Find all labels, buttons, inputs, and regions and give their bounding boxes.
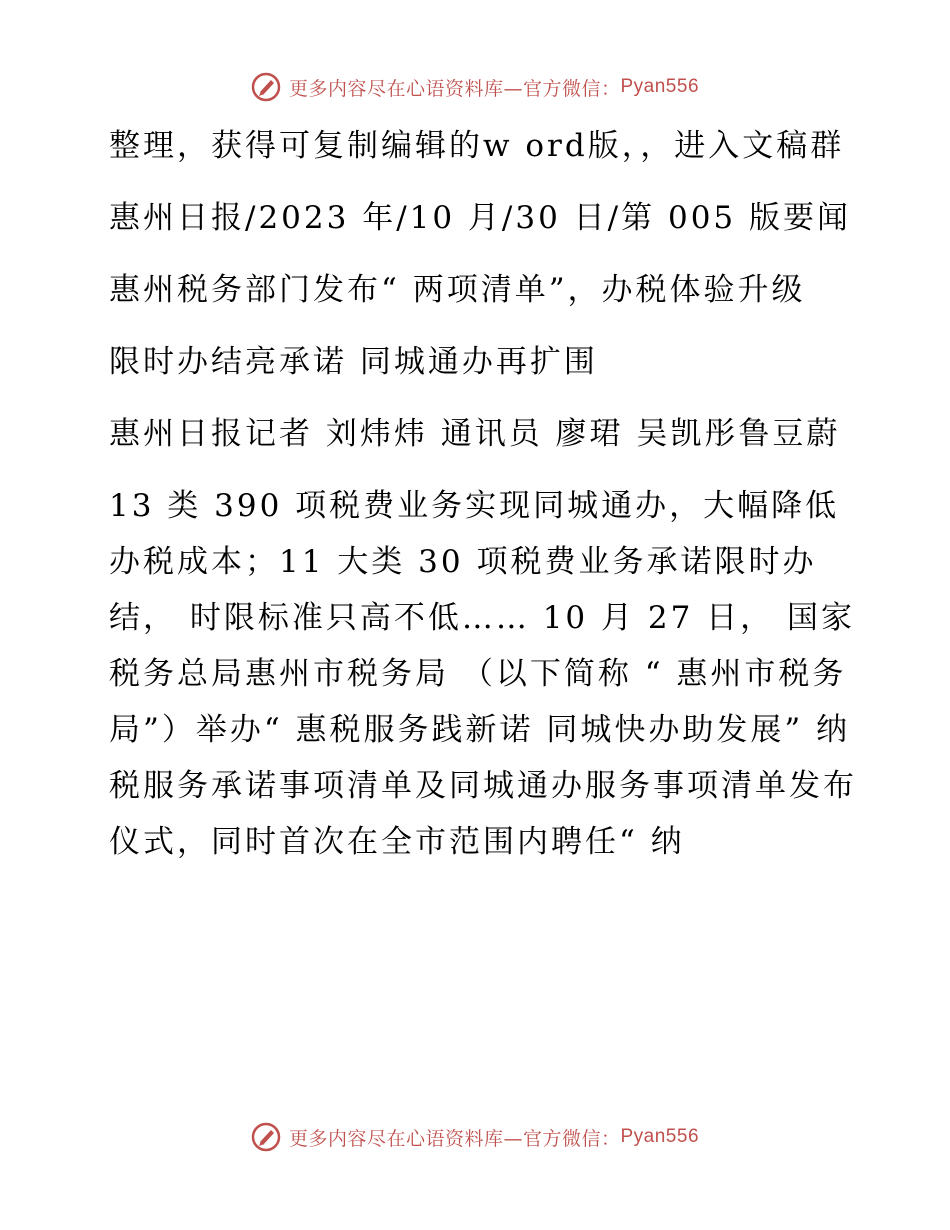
- header-watermark: [0, 72, 950, 102]
- source-line: 惠州日报/2023 年/10 月/30 日/第 005 版要闻: [109, 200, 852, 236]
- subheadline: 限时办结亮承诺 同城通办再扩围: [109, 344, 598, 380]
- document-body: [97, 118, 857, 870]
- footer-watermark: [0, 1122, 950, 1152]
- brand-logo-icon: [251, 72, 281, 102]
- brand-logo-icon: [251, 1122, 281, 1152]
- intro-text: 整理，获得可复制编辑的w ord版，，进入文稿群: [109, 128, 845, 164]
- watermark-text: 更多内容尽在心语资料库—官方微信：: [288, 1127, 621, 1150]
- watermark-text: 更多内容尽在心语资料库—官方微信：: [288, 77, 621, 100]
- byline: 惠州日报记者 刘炜炜 通讯员 廖珺 吴凯彤鲁豆蔚: [109, 416, 841, 452]
- body-paragraph: 13 类 390 项税费业务实现同城通办，大幅降低办税成本；11 大类 30 项税费业务承诺限时办结， 时限标准只高不低…… 10 月 27 日， 国家税务总局惠州市税务局 （以下简称 “ 惠州市税务局”）举办“ 惠税服务践新诺 同城快办助发展” 纳税服务承诺事项清单及同城通办服务事项清单发布仪式，同时首次在全市范围内聘任“ 纳: [109, 488, 857, 860]
- headline: 惠州税务部门发布“ 两项清单”，办税体验升级: [109, 272, 806, 308]
- watermark-id: Pyan556: [620, 1126, 700, 1147]
- watermark-id: Pyan556: [620, 76, 700, 97]
